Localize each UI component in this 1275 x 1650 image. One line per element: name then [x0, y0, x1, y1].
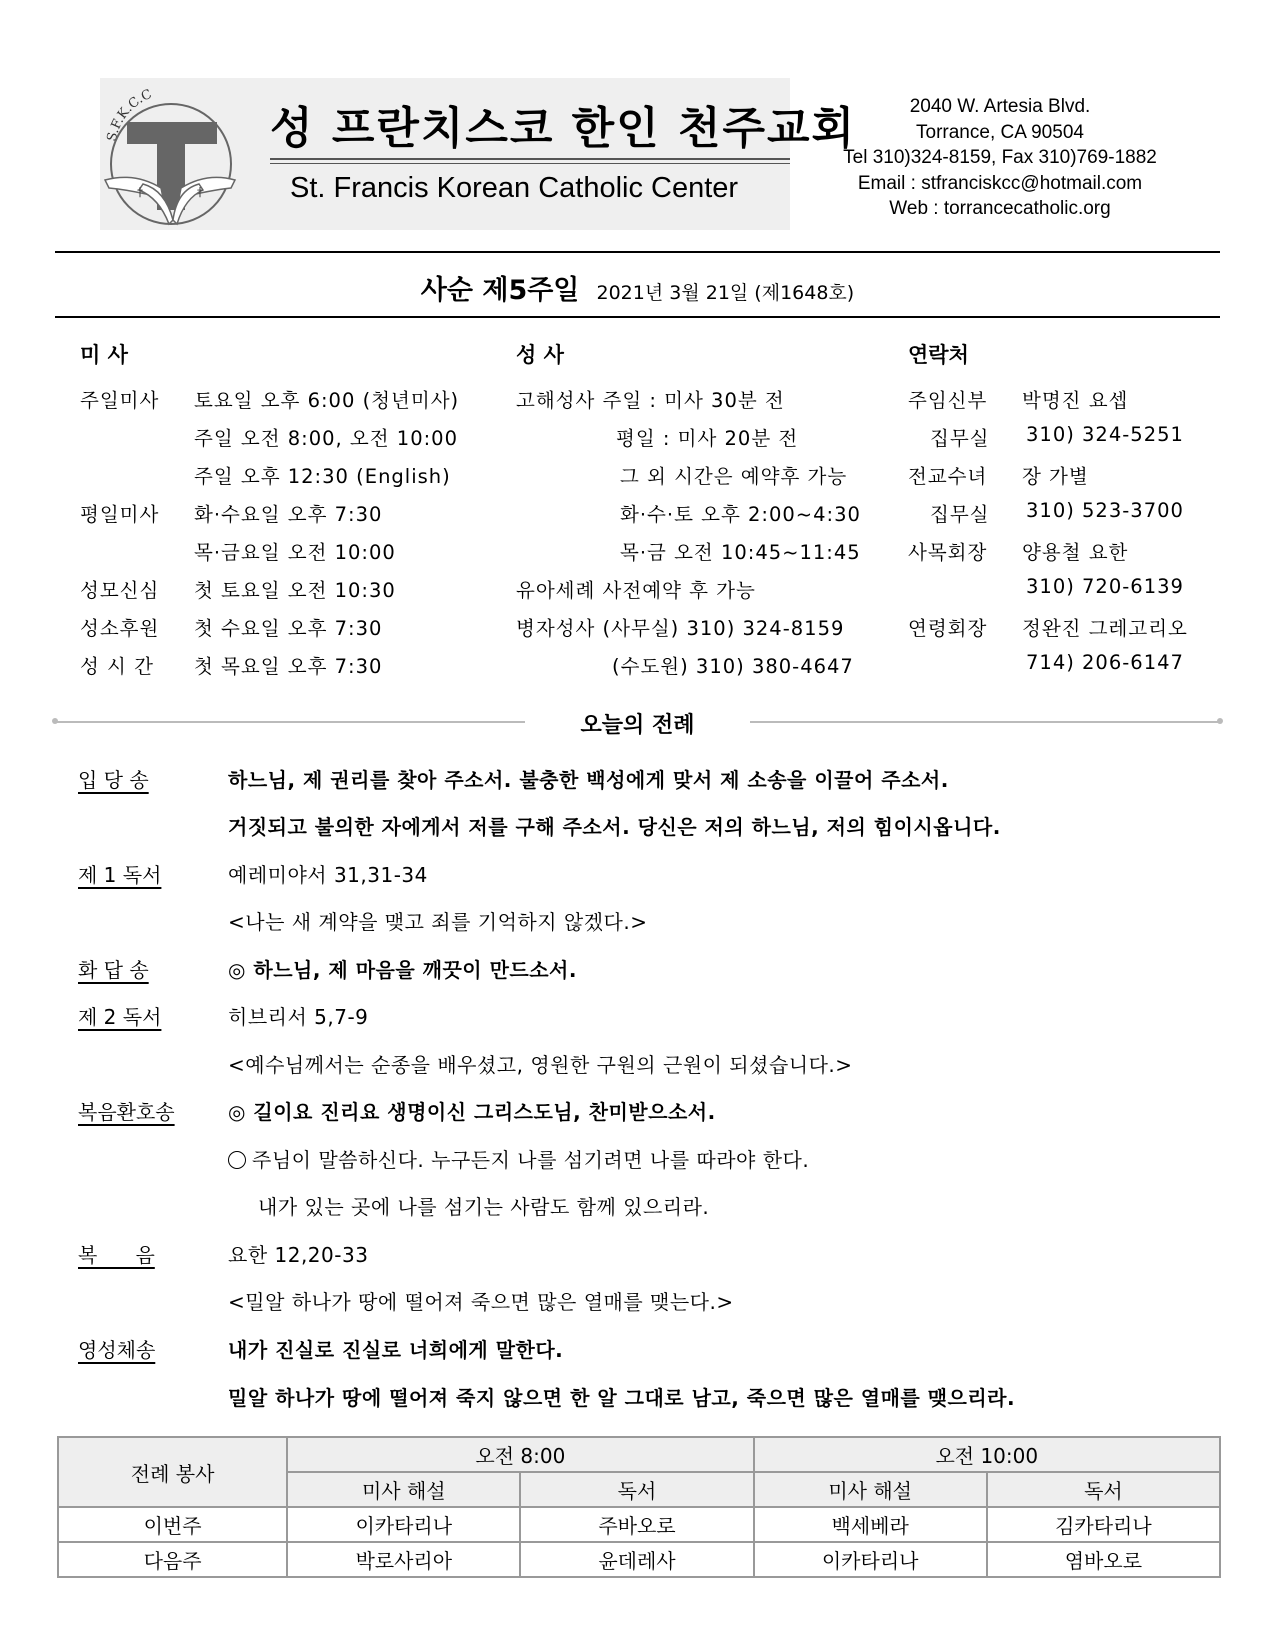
issue-title: 사순 제5주일 — [420, 275, 580, 306]
email: Email : stfranciskcc@hotmail.com — [857, 172, 1143, 194]
communion-line: 밀알 하나가 땅에 떨어져 죽지 않으면 한 알 그대로 남고, 죽으면 많은 열매를 맺으리라. — [228, 1386, 1016, 1410]
mass-heading: 미 사 — [80, 343, 128, 367]
issue-line — [0, 268, 1275, 307]
sacrament-row: 그 외 시간은 예약후 가능 — [620, 465, 848, 488]
psalm-label: 화 답 송 — [78, 958, 149, 982]
title-rule — [270, 158, 790, 160]
table-corner: 전례 봉사 — [58, 1437, 287, 1507]
sacrament-row: 평일 : 미사 20분 전 — [616, 427, 799, 450]
mass-label: 주일미사 — [80, 389, 160, 412]
mass-time: 토요일 오후 6:00 (청년미사) — [194, 389, 460, 412]
logo-text: S.F.K.C.C — [104, 86, 155, 143]
mass-label: 평일미사 — [80, 503, 160, 526]
phone-fax: Tel 310)324-8159, Fax 310)769-1882 — [843, 147, 1157, 168]
column-header: 독서 — [520, 1472, 753, 1507]
parish-title-korean: 성 프란치스코 한인 천주교회 — [270, 103, 857, 154]
sacrament-row: 고해성사 주일 : 미사 30분 전 — [516, 389, 785, 412]
contact-value: 장 가별 — [1022, 465, 1089, 488]
table-cell: 주바오로 — [520, 1507, 753, 1542]
contact-role: 연령회장 — [908, 617, 988, 640]
divider — [55, 251, 1220, 253]
sacrament-heading: 성 사 — [516, 343, 564, 367]
acclamation-verse — [228, 1144, 809, 1173]
contact-value: 310) 720-6139 — [1026, 575, 1184, 598]
entrance-line: 거짓되고 불의한 자에게서 저를 구해 주소서. 당신은 저의 하느님, 저의 힘이시옵니다. — [228, 815, 1001, 839]
contacts-heading: 연락처 — [908, 343, 969, 367]
mass-time: 주일 오전 8:00, 오전 10:00 — [194, 427, 458, 450]
table-cell: 윤데레사 — [520, 1542, 753, 1577]
mass-time: 주일 오후 12:30 (English) — [194, 465, 451, 488]
sacrament-row: 병자성사 (사무실) 310) 324-8159 — [516, 617, 845, 640]
website: Web : torrancecatholic.org — [889, 198, 1111, 219]
contact-role: 집무실 — [930, 503, 990, 526]
mass-time: 화·수요일 오후 7:30 — [194, 503, 383, 526]
parish-title-english: St. Francis Korean Catholic Center — [290, 172, 739, 204]
mass-time: 첫 토요일 오전 10:30 — [194, 579, 396, 602]
divider — [750, 721, 1220, 723]
table-cell: 이카타리나 — [754, 1542, 987, 1577]
liturgy-heading: 오늘의 전례 — [580, 713, 695, 738]
table-cell: 백세베라 — [754, 1507, 987, 1542]
gospel-label: 복 음 — [78, 1243, 155, 1267]
reading1-summary: <나는 새 계약을 맺고 죄를 기억하지 않겠다.> — [228, 910, 648, 934]
contact-value: 714) 206-6147 — [1026, 651, 1184, 674]
sacrament-row: 목·금 오전 10:45~11:45 — [620, 541, 861, 564]
reading2-ref: 히브리서 5,7-9 — [228, 1005, 369, 1029]
acclamation-response: ◎ 길이요 진리요 생명이신 그리스도님, 찬미받으소서. — [228, 1100, 716, 1124]
table-cell: 이카타리나 — [287, 1507, 520, 1542]
table-cell: 김카타리나 — [987, 1507, 1220, 1542]
acclamation-verse: 내가 있는 곳에 나를 섬기는 사람도 함께 있으리라. — [258, 1195, 710, 1219]
mass-time: 첫 목요일 오후 7:30 — [194, 655, 383, 678]
contact-role: 주임신부 — [908, 389, 988, 412]
gospel-ref: 요한 12,20-33 — [228, 1243, 369, 1267]
column-header: 미사 해설 — [287, 1472, 520, 1507]
row-label: 이번주 — [58, 1507, 287, 1542]
mass-label: 성모신심 — [80, 579, 160, 602]
contact-role: 집무실 — [930, 427, 990, 450]
issue-date: 2021년 3월 21일 (제1648호) — [596, 282, 855, 304]
reading1-label: 제 1 독서 — [78, 863, 162, 887]
table-row — [58, 1507, 1220, 1542]
sacrament-row: 화·수·토 오후 2:00~4:30 — [620, 503, 861, 526]
table-cell: 염바오로 — [987, 1542, 1220, 1577]
mass-time: 목·금요일 오전 10:00 — [194, 541, 396, 564]
gospel-summary: <밀알 하나가 땅에 떨어져 죽으면 많은 열매를 맺는다.> — [228, 1290, 734, 1314]
circle-icon — [228, 1151, 246, 1169]
entrance-label: 입 당 송 — [78, 768, 149, 792]
contact-value: 310) 523-3700 — [1026, 499, 1184, 522]
parish-logo — [95, 72, 243, 232]
table-cell: 박로사리아 — [287, 1542, 520, 1577]
column-header: 독서 — [987, 1472, 1220, 1507]
divider — [55, 721, 525, 723]
address-line-1: 2040 W. Artesia Blvd. — [909, 96, 1091, 117]
title-rule — [270, 163, 790, 164]
mass-time: 첫 수요일 오후 7:30 — [194, 617, 383, 640]
contact-role: 사목회장 — [908, 541, 988, 564]
reading1-ref: 예레미야서 31,31-34 — [228, 863, 428, 887]
divider-dot — [1217, 718, 1223, 724]
table-row — [58, 1542, 1220, 1577]
service-table — [57, 1436, 1221, 1578]
contact-role: 전교수녀 — [908, 465, 988, 488]
row-label: 다음주 — [58, 1542, 287, 1577]
mass-8-header: 오전 8:00 — [287, 1437, 753, 1472]
entrance-line: 하느님, 제 권리를 찾아 주소서. 불충한 백성에게 맞서 제 소송을 이끌어 주소서. — [228, 768, 949, 792]
sacrament-row: (수도원) 310) 380-4647 — [612, 655, 854, 678]
acclamation-verse-text: 주님이 말씀하신다. 누구든지 나를 섬기려면 나를 따라야 한다. — [252, 1148, 810, 1172]
acclamation-label: 복음환호송 — [78, 1100, 175, 1124]
contact-value: 310) 324-5251 — [1026, 423, 1184, 446]
contact-block — [820, 94, 1180, 222]
communion-label: 영성체송 — [78, 1338, 156, 1362]
sacrament-row: 유아세례 사전예약 후 가능 — [516, 579, 756, 602]
mass-10-header: 오전 10:00 — [754, 1437, 1220, 1472]
communion-line: 내가 진실로 진실로 너희에게 말한다. — [228, 1338, 564, 1362]
mass-label: 성소후원 — [80, 617, 160, 640]
contact-value: 박명진 요셉 — [1022, 389, 1129, 412]
divider — [55, 316, 1220, 318]
psalm-response: ◎ 하느님, 제 마음을 깨끗이 만드소서. — [228, 958, 577, 982]
reading2-summary: <예수님께서는 순종을 배우셨고, 영원한 구원의 근원이 되셨습니다.> — [228, 1053, 853, 1077]
svg-text:†: † — [197, 185, 203, 199]
column-header: 미사 해설 — [754, 1472, 987, 1507]
reading2-label: 제 2 독서 — [78, 1005, 162, 1029]
contact-value: 양용철 요한 — [1022, 541, 1129, 564]
svg-text:†: † — [137, 185, 143, 199]
contact-value: 정완진 그레고리오 — [1022, 617, 1188, 640]
mass-label: 성 시 간 — [80, 655, 154, 678]
address-line-2: Torrance, CA 90504 — [916, 121, 1084, 143]
